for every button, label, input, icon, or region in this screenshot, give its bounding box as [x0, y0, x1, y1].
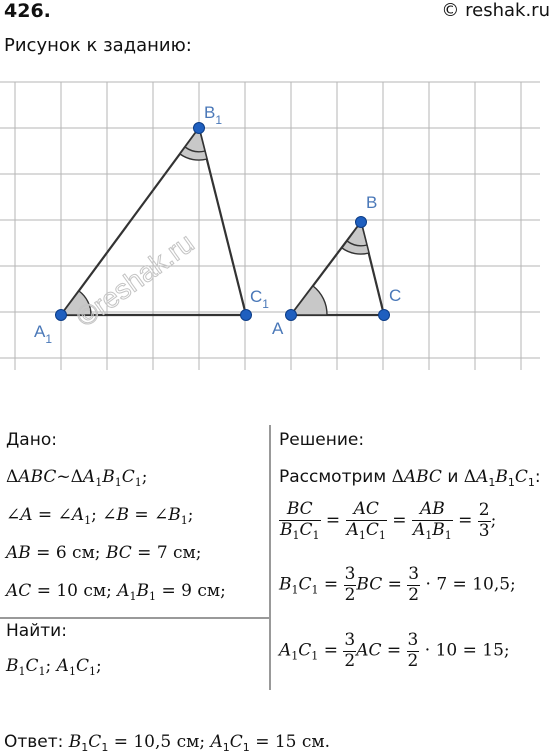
point-c1 — [241, 310, 252, 321]
label-b: B — [366, 193, 378, 212]
label-a1: A — [34, 322, 46, 341]
svg-text:C1: $C_1$ — [250, 287, 269, 311]
angle-b1-mark — [180, 128, 207, 160]
solution-title: Решение: — [279, 430, 365, 450]
point-a — [286, 310, 297, 321]
solution-calc2: $A_1C_1$ = $\frac{3}{2}$ AC = $\frac{3}{2}$ · 10 = 15; — [279, 630, 510, 671]
given-line1: $\Delta ABC\sim\Delta A_1B_1C_1$; — [6, 467, 148, 489]
point-b — [356, 217, 367, 228]
triangles-figure — [0, 70, 556, 380]
given-title: Дано: — [6, 430, 57, 450]
grid — [0, 82, 540, 370]
site-credit[interactable]: © reshak.ru — [441, 0, 550, 21]
angle-a-mark — [291, 286, 327, 315]
point-c — [379, 310, 390, 321]
given-line4: AC = 10 см; $A_1B_1 = 9$ см; — [6, 581, 226, 603]
label-a: A — [272, 319, 284, 338]
figure-caption: Рисунок к заданию: — [4, 35, 192, 56]
given-line3: AB = 6 см; BC = 7 см; — [6, 543, 202, 563]
solution-line1: Рассмотрим ΔABC и $\Delta A_1B_1C_1$: — [279, 467, 541, 489]
find-title: Найти: — [6, 621, 67, 641]
label-c1: C — [250, 287, 263, 306]
watermark: ©reshak.ru — [70, 227, 200, 333]
svg-text:B1: $B_1$ — [204, 103, 223, 127]
find-line: $B_1C_1$; $A_1C_1$; — [6, 656, 102, 678]
solution-ratio: $\frac{BC}{B_1C_1}$ = $\frac{AC}{A_1C_1}$ = $\frac{AB}{A_1B_1}$ = $\frac{2}{3}$ ; — [280, 499, 497, 542]
label-c: C — [389, 286, 402, 305]
given-line2: ∠A = $\angle A_1$; ∠B = $\angle B_1$; — [6, 505, 194, 527]
solution-calc1: $B_1C_1$ = $\frac{3}{2}$ BC = $\frac{3}{2}$ · 7 = 10,5; — [279, 564, 516, 605]
answer-line: Ответ: $B_1C_1 = 10,5$ см; $A_1C_1 = 15$ см. — [4, 732, 331, 754]
given-find-divider — [0, 617, 269, 619]
angle-b-mark — [342, 222, 369, 254]
svg-text:A1: $A_1$ — [34, 322, 53, 346]
point-a1 — [56, 310, 67, 321]
point-b1 — [194, 123, 205, 134]
label-b1: B — [204, 103, 216, 122]
task-number: 426. — [4, 0, 51, 22]
column-divider — [269, 425, 271, 690]
